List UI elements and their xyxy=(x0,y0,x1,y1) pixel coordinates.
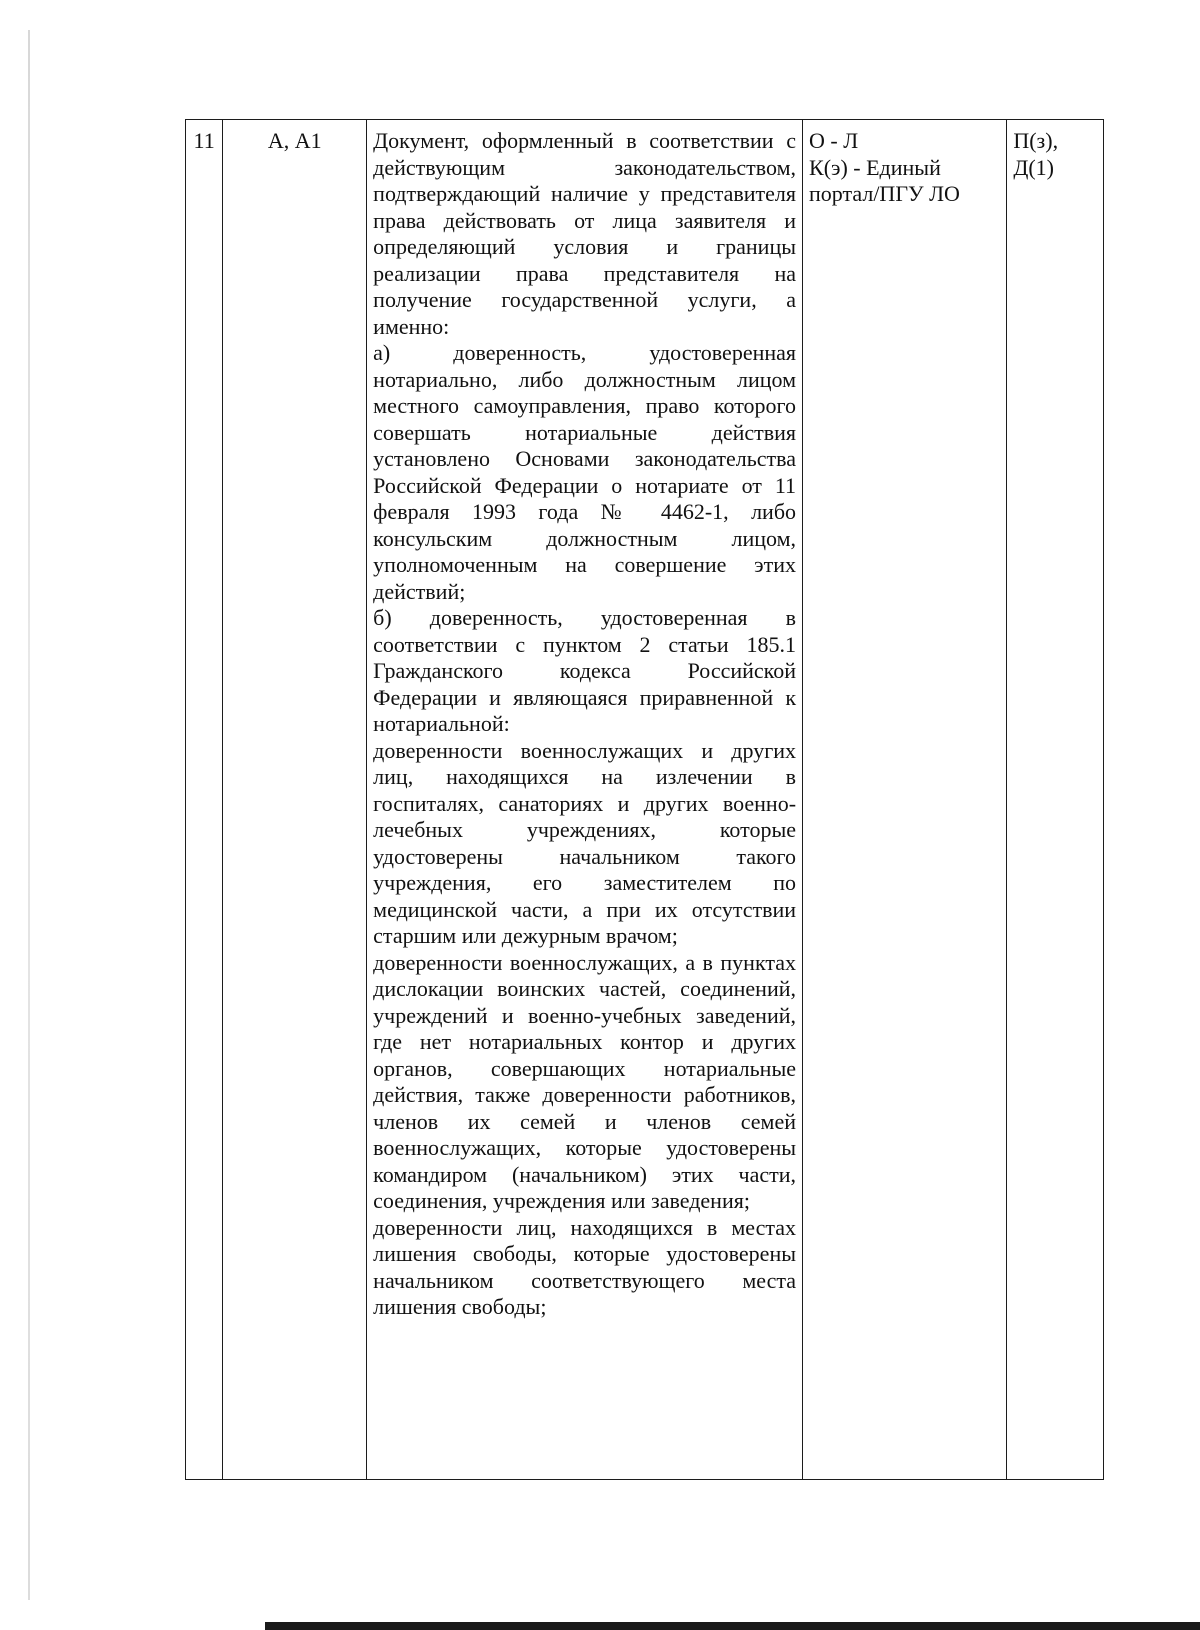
form-line: П(з), xyxy=(1013,128,1059,153)
scan-left-edge xyxy=(28,30,30,1600)
submission-line: портал/ПГУ ЛО xyxy=(809,181,960,206)
row-number: 11 xyxy=(186,120,223,1480)
row-form xyxy=(1007,120,1104,1480)
submission-line: К(э) - Единый xyxy=(809,154,941,180)
row-description xyxy=(367,120,803,1480)
description-paragraph: а) доверенность, удостоверенная нотариально, либо должностным лицом местного самоуправления, право которого совершать нотариальные действия установлено Основами законодательства Российской Федерации о нотариате от 11 февраля 1993 года № 4462-1, либо консульским должностным лицом, уполномоченным на совершение этих действий; xyxy=(373,340,797,604)
document-table xyxy=(185,119,1104,1480)
table-row xyxy=(186,120,1104,1480)
description-paragraph: Документ, оформленный в соответствии с действующим законодательством, подтверждающий наличие у представителя права действовать от лица заявителя и определяющий условия и границы реализации права представителя на получение государственной услуги, а именно: xyxy=(373,128,797,339)
description-paragraph: доверенности военнослужащих, а в пунктах дислокации воинских частей, соединений, учреждений и военно-учебных заведений, где нет нотариальных контор и других органов, совершающих нотариальные действия, также доверенности работников, членов их семей и членов семей военнослужащих, которые удостоверены командиром (начальником) этих части, соединения, учреждения или заведения; xyxy=(373,949,797,1213)
row-submission xyxy=(803,120,1007,1480)
scan-bottom-edge xyxy=(265,1622,1200,1630)
description-paragraph: доверенности лиц, находящихся в местах лишения свободы, которые удостоверены начальником соответствующего места лишения свободы; xyxy=(373,1214,797,1319)
form-line: Д(1) xyxy=(1013,154,1055,180)
row-codes: А, А1 xyxy=(223,120,367,1480)
description-paragraph: доверенности военнослужащих и других лиц, находящихся на излечении в госпиталях, санаториях и других военно-лечебных учреждениях, которые удостоверены начальником такого учреждения, его заместителем по медицинской части, а при их отсутствии старшим или дежурным врачом; xyxy=(373,737,797,948)
description-paragraphs xyxy=(373,128,796,1321)
description-paragraph: б) доверенность, удостоверенная в соответствии с пунктом 2 статьи 185.1 Гражданского кодекса Российской Федерации и являющаяся приравненной к нотариальной: xyxy=(373,605,797,736)
submission-line: О - Л xyxy=(809,128,859,153)
